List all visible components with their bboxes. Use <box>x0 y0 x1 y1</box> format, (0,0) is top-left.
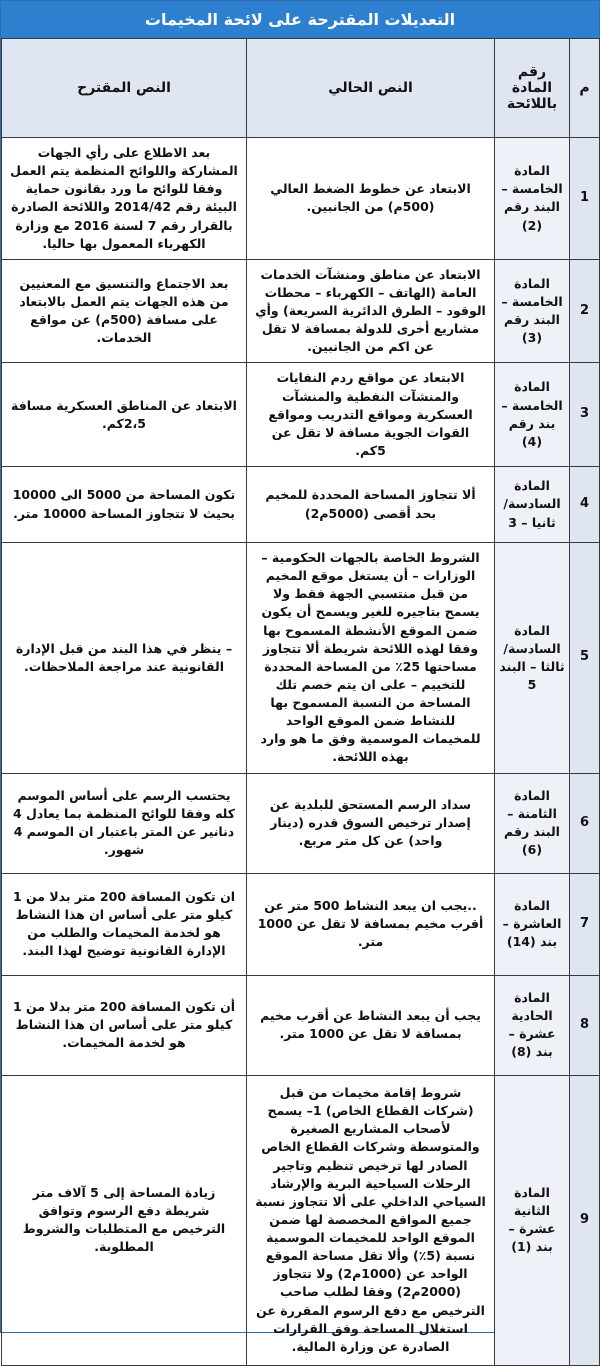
row-article: المادة الحادية عشرة – بند (8) <box>495 975 570 1075</box>
table-row <box>2 975 600 1075</box>
amendments-table <box>1 38 600 1366</box>
row-current-text: الابتعاد عن مواقع ردم النفايات والمنشآت النفطية والمنشآت العسكرية ومواقع التدريب ومواقع القوات الجوية مسافة لا تقل عن 5كم. <box>247 363 495 467</box>
row-num: 7 <box>570 873 600 975</box>
row-article: المادة السادسة/ ثانيا – 3 <box>495 467 570 543</box>
table-row <box>2 467 600 543</box>
table-row <box>2 138 600 260</box>
row-num: 9 <box>570 1075 600 1365</box>
row-current-text: ..يجب ان يبعد النشاط 500 متر عن أقرب مخيم بمسافة لا تقل عن 1000 متر. <box>247 873 495 975</box>
row-proposed-text: بعد الاطلاع على رأي الجهات المشاركة واللوائح المنظمة يتم العمل وفقا للوائح ما ورد بقانون حماية البيئة رقم 2014/42 واللائحة الصادرة بالقرار رقم 7 لسنة 2016 مع وزارة الكهرباء المعمول بها حاليا. <box>2 138 247 260</box>
header-num: م <box>570 39 600 138</box>
row-current-text: شروط إقامة مخيمات من قبل (شركات القطاع الخاص) 1– يسمح لأصحاب المشاريع الصغيرة والمتوسطة وشركات القطاع الخاص الصادر لها ترخيص تنظيم وتاجير الرحلات السياحية البرية والإرشاد السياحي الداخلي على ألا تتجاوز نسبة جميع المواقع المخصصة لها ضمن الموقع الواحد للمخيمات الموسمية نسبة (5٪) وألا تقل مساحة الموقع الواحد عن (1000م2) ولا تتجاوز (2000م2) وفقا لطلب صاحب الترخيص مع دفع الرسوم المقررة عن استغلال المساحة وفق القرارات الصادرة عن وزارة المالية. <box>247 1075 495 1365</box>
row-proposed-text: زيادة المساحة إلى 5 آلاف متر شريطة دفع الرسوم وتوافق الترخيص مع المتطلبات والشروط المطلوبة. <box>2 1075 247 1365</box>
table-row <box>2 1075 600 1365</box>
row-current-text: سداد الرسم المستحق للبلدية عن إصدار ترخيص السوق قدره (دينار واحد) عن كل متر مربع. <box>247 773 495 873</box>
page-title: التعديلات المقترحة على لائحة المخيمات <box>144 10 456 29</box>
row-proposed-text: الابتعاد عن المناطق العسكرية مسافة 2،5كم. <box>2 363 247 467</box>
header-proposed: النص المقترح <box>2 39 247 138</box>
row-num: 1 <box>570 138 600 260</box>
row-article: المادة السادسة/ ثالثا – البند 5 <box>495 543 570 774</box>
table-row <box>2 873 600 975</box>
row-num: 5 <box>570 543 600 774</box>
row-article: المادة الثامنة – البند رقم (6) <box>495 773 570 873</box>
row-num: 2 <box>570 259 600 363</box>
table-row <box>2 543 600 774</box>
table-row <box>2 259 600 363</box>
header-current: النص الحالي <box>247 39 495 138</box>
table-row <box>2 773 600 873</box>
row-proposed-text: أن تكون المسافة 200 متر بدلا من 1 كيلو متر على أساس ان هذا النشاط هو لخدمة المخيمات. <box>2 975 247 1075</box>
table-row <box>2 363 600 467</box>
header-article: رقم المادة باللائحة <box>495 39 570 138</box>
row-current-text: يجب أن يبعد النشاط عن أقرب مخيم بمسافة لا تقل عن 1000 متر. <box>247 975 495 1075</box>
row-num: 3 <box>570 363 600 467</box>
row-current-text: الشروط الخاصة بالجهات الحكومية – الوزارات – أن يستغل موقع المخيم من قبل منتسبي الجهة فقط ولا يسمح بتاجيره للغير ويسمح أن يكون ضمن الموقع الأنشطة المسموح بها وفقا لهذه اللائحة شريطة ألا تتجاوز مساحتها 25٪ من المساحة المحددة للتخييم – على ان يتم خصم تلك المساحة من النسبة المسموح بها للنشاط ضمن الموقع الواحد للمخيمات الموسمية وفق ما هو وارد بهذه اللائحة. <box>247 543 495 774</box>
row-num: 4 <box>570 467 600 543</box>
row-current-text: الابتعاد عن خطوط الضغط العالي (500م) من الجانبين. <box>247 138 495 260</box>
row-proposed-text: تكون المساحة من 5000 الى 10000 بحيث لا تتجاوز المساحة 10000 متر. <box>2 467 247 543</box>
row-article: المادة الخامسة – البند رقم (3) <box>495 259 570 363</box>
row-article: المادة العاشرة – بند (14) <box>495 873 570 975</box>
table-body <box>2 138 600 1366</box>
row-proposed-text: يحتسب الرسم على أساس الموسم كله وفقا للوائح المنظمة بما يعادل 4 دنانير عن المتر باعتبار ان الموسم 4 شهور. <box>2 773 247 873</box>
row-article: المادة الخامسة – البند رقم (2) <box>495 138 570 260</box>
row-proposed-text: – ينظر في هذا البند من قبل الإدارة القانونية عند مراجعة الملاحظات. <box>2 543 247 774</box>
row-num: 8 <box>570 975 600 1075</box>
row-article: المادة الخامسة – بند رقم (4) <box>495 363 570 467</box>
row-proposed-text: ان تكون المسافة 200 متر بدلا من 1 كيلو متر على أساس ان هذا النشاط هو لخدمة المخيمات والطلب من الإدارة القانونية توضيح لهذا البند. <box>2 873 247 975</box>
row-num: 6 <box>570 773 600 873</box>
title-bar <box>1 1 599 38</box>
row-article: المادة الثانية عشرة – بند (1) <box>495 1075 570 1365</box>
table-header-row <box>2 39 600 138</box>
row-proposed-text: بعد الاجتماع والتنسيق مع المعنيين من هذه الجهات يتم العمل بالابتعاد على مسافة (500م) عن مواقع الخدمات. <box>2 259 247 363</box>
row-current-text: الابتعاد عن مناطق ومنشآت الخدمات العامة (الهاتف – الكهرباء – محطات الوقود – الطرق الدائرية السريعة) وأي مشاريع أخرى للدولة بمسافة لا تقل عن اكم من الجانبين. <box>247 259 495 363</box>
row-current-text: ألا تتجاوز المساحة المحددة للمخيم بحد أقصى (5000م2) <box>247 467 495 543</box>
